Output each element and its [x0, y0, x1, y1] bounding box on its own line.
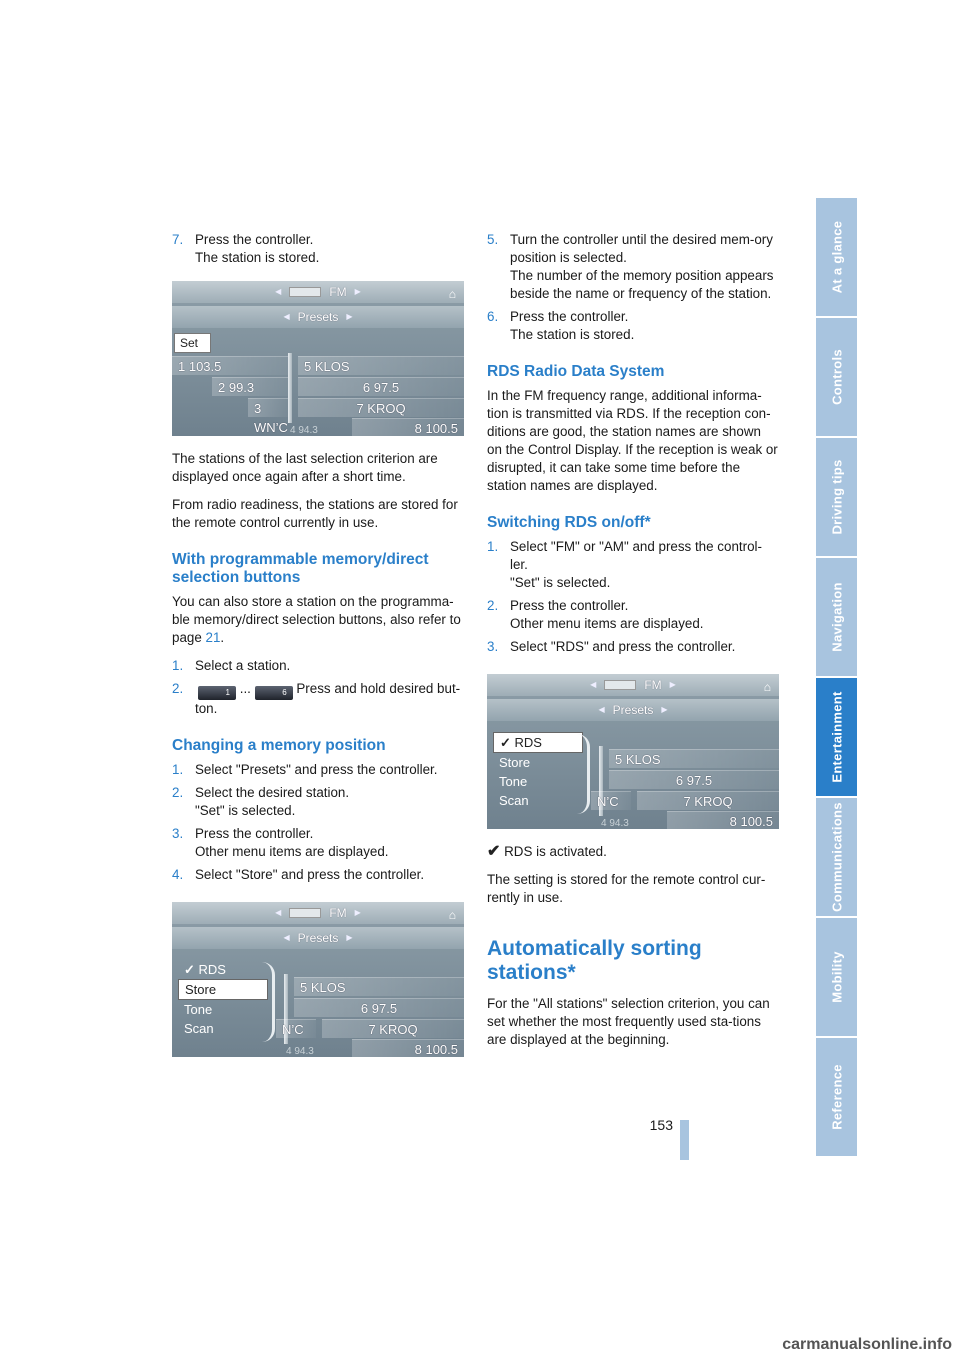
tab-mobility[interactable]: Mobility [816, 918, 857, 1036]
step-number: 1 . [172, 657, 183, 675]
watermark: carmanualsonline.info [782, 1336, 952, 1353]
step-number: 7 . [172, 231, 183, 249]
step-text: Press the controller. [510, 309, 629, 324]
step-5 [487, 231, 779, 303]
step-number: 1 . [487, 538, 498, 556]
paragraph: For the "All stations" selection criterion, you can set whether the most frequently used sta-tions are displayed at the beginning. [487, 996, 770, 1047]
preset-cell: 6 97.5 [298, 377, 464, 396]
faint-preset: 4 94.3 [286, 1046, 314, 1057]
arrow-left-icon: ◀ [598, 705, 605, 714]
arrow-left-icon: ◀ [283, 312, 290, 321]
step-number: 1 . [172, 761, 183, 779]
control-display-rds [487, 674, 779, 829]
band-label: FM [644, 678, 662, 692]
step-6 [487, 308, 779, 344]
step-subtext: "Set" is selected. [195, 803, 296, 818]
option-menu [178, 960, 268, 1050]
step-number: 4 . [172, 866, 183, 884]
step-1 [487, 538, 779, 592]
tab-reference[interactable]: Reference [816, 1038, 857, 1156]
step-number: 3 . [487, 638, 498, 656]
slot-icon [289, 287, 321, 297]
preset-cell: 7 KROQ [637, 791, 779, 810]
menu-item-store: Store [178, 979, 268, 1000]
section-heading: RDS Radio Data System [487, 363, 665, 380]
step-number: 2 . [487, 597, 498, 615]
section-heading: With programmable memory/direct selection buttons [172, 551, 429, 586]
paragraph: From radio readiness, the stations are stored for the remote control currently in use. [172, 497, 458, 530]
home-icon: ⌂ [763, 680, 771, 694]
page-number: 153 [649, 1117, 673, 1133]
preset-cell: 2 99.3 [212, 377, 288, 396]
check-icon: ✔ [487, 843, 501, 860]
step-subtext: The number of the memory position appears beside the name or frequency of the station. [510, 268, 774, 301]
preset-cell: 7 KROQ [322, 1019, 464, 1038]
tab-navigation[interactable]: Navigation [816, 558, 857, 676]
option-menu [493, 732, 583, 822]
step-text: Select "Store" and press the controller. [195, 867, 425, 882]
step-text: Press the controller. [195, 232, 314, 247]
step-text: Turn the controller until the desired mem-ory position is selected. [510, 232, 773, 265]
step-7 [172, 231, 464, 267]
rds-activated-note: ✔ RDS is activated. [487, 843, 607, 860]
preset-cell: 6 97.5 [609, 770, 779, 789]
preset-cell: 1 103.5 [172, 356, 288, 375]
section-heading: Switching RDS on/off* [487, 514, 651, 531]
arrow-right-icon: ▶ [354, 287, 361, 296]
menu-item-rds: ✓ RDS [493, 732, 583, 753]
preset-cell: 8 100.5 [667, 811, 779, 829]
step-2 [172, 784, 464, 820]
memory-button-6-icon: 6 [255, 686, 293, 700]
preset-cell: 6 97.5 [294, 998, 464, 1017]
presets-bar [172, 306, 464, 328]
control-display-store [172, 902, 464, 1057]
step-subtext: "Set" is selected. [510, 575, 611, 590]
menu-curve [577, 734, 590, 814]
band-bar [172, 281, 464, 303]
paragraph: In the FM frequency range, additional informa-tion is transmitted via RDS. If the reception con-ditions are good, the station names are shown on the Control Display. If the reception is weak or disrupted, it can take some time before the station names are displayed. [487, 388, 778, 493]
band-label: FM [329, 906, 347, 920]
faint-preset: 4 94.3 [290, 425, 318, 436]
band-label: FM [329, 285, 347, 299]
step-number: 5 . [487, 231, 498, 249]
step-number: 3 . [172, 825, 183, 843]
presets-bar [172, 927, 464, 949]
step-2 [487, 597, 779, 633]
tab-communications[interactable]: Communications [816, 798, 857, 916]
preset-cell: 7 KROQ [298, 398, 464, 417]
menu-curve [262, 962, 275, 1042]
step-text: Select "RDS" and press the controller. [510, 639, 736, 654]
menu-item-tone: Tone [184, 1002, 213, 1017]
step-text: Select "FM" or "AM" and press the control-ler. [510, 539, 762, 572]
chapter-sidebar [816, 198, 857, 1160]
arrow-left-icon: ◀ [590, 680, 597, 689]
band-bar [487, 674, 779, 696]
preset-cell: N’C [276, 1019, 316, 1038]
presets-bar [487, 699, 779, 721]
step-2 [172, 680, 464, 718]
right-column [487, 231, 779, 1059]
step-1 [172, 761, 464, 779]
divider [288, 353, 292, 423]
step-number: 2 . [172, 784, 183, 802]
presets-label: Presets [297, 310, 339, 324]
preset-cell: 8 100.5 [352, 1039, 464, 1057]
step-text: 1 ... 6 Press and hold desired but-ton. [195, 681, 461, 716]
control-display-set [172, 281, 464, 436]
step-subtext: Other menu items are displayed. [510, 616, 704, 631]
step-number: 2 . [172, 680, 183, 698]
preset-cell: 5 KLOS [298, 356, 464, 375]
arrow-right-icon: ▶ [346, 312, 353, 321]
step-1 [172, 657, 464, 675]
tab-controls[interactable]: Controls [816, 318, 857, 436]
step-number: 6 . [487, 308, 498, 326]
slot-icon [289, 908, 321, 918]
presets-label: Presets [612, 703, 654, 717]
arrow-right-icon: ▶ [354, 908, 361, 917]
preset-cell: 5 KLOS [609, 749, 779, 768]
preset-cell: 8 100.5 [352, 418, 464, 436]
section-heading: Changing a memory position [172, 737, 386, 754]
faint-preset: 4 94.3 [601, 818, 629, 829]
page-marker [680, 1120, 689, 1160]
left-column [172, 231, 464, 1071]
menu-item-store: Store [499, 755, 531, 770]
step-subtext: The station is stored. [510, 327, 635, 342]
arrow-right-icon: ▶ [346, 933, 353, 942]
tab-entertainment[interactable]: Entertainment [816, 678, 857, 796]
step-text: Select a station. [195, 658, 291, 673]
home-icon: ⌂ [448, 287, 456, 301]
arrow-left-icon: ◀ [275, 908, 282, 917]
menu-item-scan: Scan [499, 793, 529, 808]
step-subtext: Other menu items are displayed. [195, 844, 389, 859]
paragraph: You can also store a station on the programma-ble memory/direct selection buttons, also refer to page 21. [172, 594, 461, 645]
step-text: Press the controller. [510, 598, 629, 613]
menu-item-rds: ✓ RDS [184, 962, 226, 977]
paragraph: The setting is stored for the remote control cur-rently in use. [487, 872, 766, 905]
home-icon: ⌂ [448, 908, 456, 922]
chapter-heading: Automatically sorting stations* [487, 937, 702, 984]
step-subtext: The station is stored. [195, 250, 320, 265]
tab-at-a-glance[interactable]: At a glance [816, 198, 857, 316]
band-bar [172, 902, 464, 924]
step-text: Press the controller. [195, 826, 314, 841]
arrow-left-icon: ◀ [283, 933, 290, 942]
preset-cell: 3 WN’C [248, 398, 288, 417]
preset-cell: 5 KLOS [294, 977, 464, 996]
slot-icon [604, 680, 636, 690]
check-icon: ✓ [500, 735, 511, 750]
menu-item-scan: Scan [184, 1021, 214, 1036]
step-text: Select the desired station. [195, 785, 350, 800]
set-button: Set [174, 333, 211, 353]
step-3 [487, 638, 779, 656]
paragraph: The stations of the last selection criterion are displayed once again after a short time. [172, 451, 438, 484]
step-text: Select "Presets" and press the controller. [195, 762, 438, 777]
arrow-left-icon: ◀ [275, 287, 282, 296]
menu-item-tone: Tone [499, 774, 528, 789]
tab-driving-tips[interactable]: Driving tips [816, 438, 857, 556]
preset-cell: N’C [591, 791, 631, 810]
arrow-right-icon: ▶ [661, 705, 668, 714]
check-icon: ✓ [184, 962, 195, 977]
step-4 [172, 866, 464, 884]
page-link[interactable]: 21 [205, 630, 221, 645]
step-3 [172, 825, 464, 861]
arrow-right-icon: ▶ [669, 680, 676, 689]
presets-label: Presets [297, 931, 339, 945]
memory-button-1-icon: 1 [198, 686, 236, 700]
